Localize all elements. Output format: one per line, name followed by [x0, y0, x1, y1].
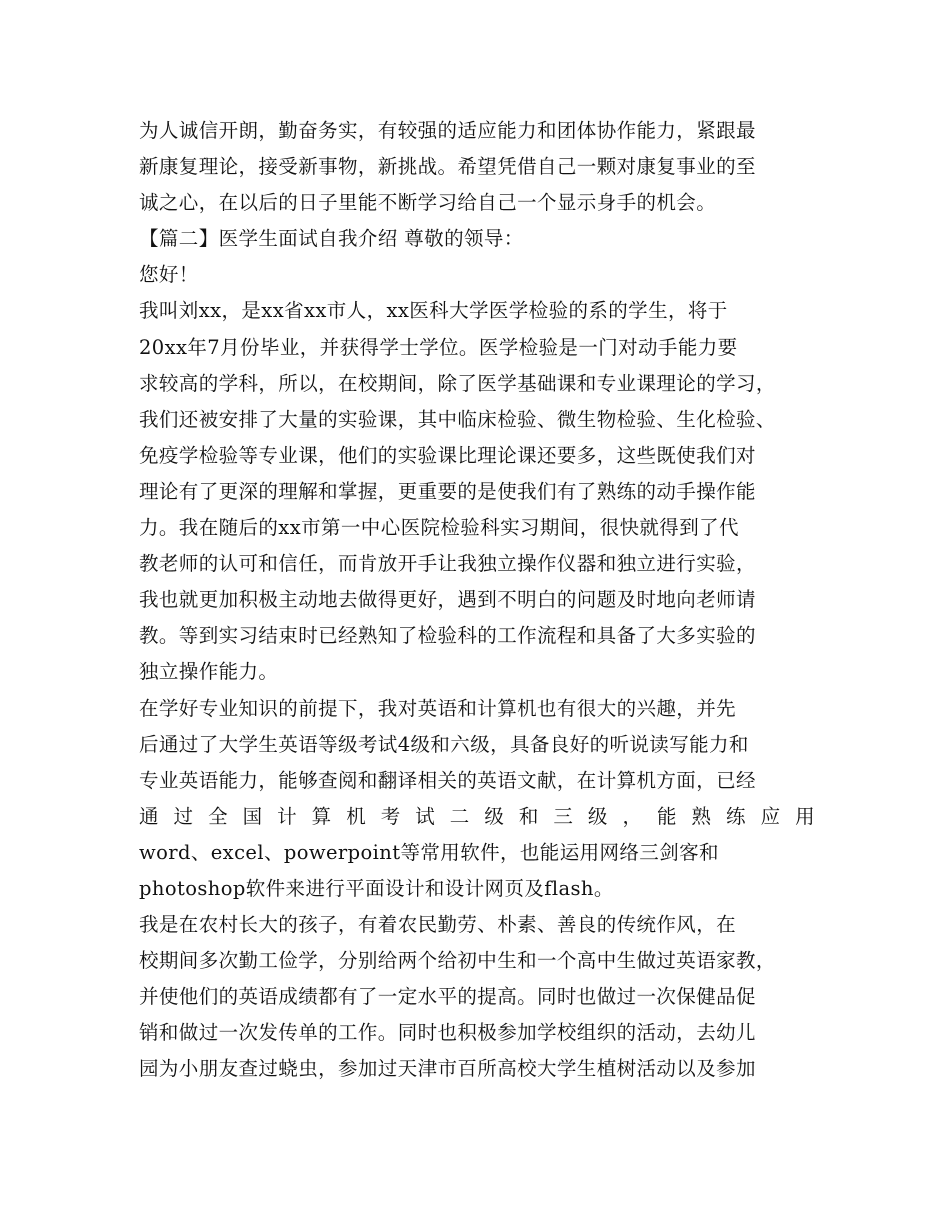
section-heading: 【篇二】医学生面试自我介绍 尊敬的领导：	[139, 227, 524, 251]
text-line: 我是在农村长大的孩子，有着农民勤劳、朴素、善良的传统作风，在	[139, 913, 737, 937]
text-line: 后通过了大学生英语等级考试4级和六级，具备良好的听说读写能力和	[139, 732, 749, 756]
text-line: 理论有了更深的理解和掌握，更重要的是使我们有了熟练的动手操作能	[139, 479, 756, 503]
text-line: 校期间多次勤工俭学，分别给两个给初中生和一个高中生做过英语家教，	[139, 949, 776, 973]
text-line: 在学好专业知识的前提下，我对英语和计算机也有很大的兴趣，并先	[139, 696, 737, 720]
salutation: 您好！	[139, 263, 199, 287]
text-line: 教。等到实习结束时已经熟知了检验科的工作流程和具备了大多实验的	[139, 624, 756, 648]
text-line: word、excel、powerpoint等常用软件，也能运用网络三剑客和	[139, 840, 719, 864]
text-line: 我叫刘xx，是xx省xx市人，xx医科大学医学检验的系的学生，将于	[139, 299, 728, 323]
text-line: 教老师的认可和信任，而肯放开手让我独立操作仪器和独立进行实验，	[139, 552, 756, 576]
text-line: 我也就更加积极主动地去做得更好，遇到不明白的问题及时地向老师请	[139, 588, 756, 612]
text-line: 独立操作能力。	[139, 660, 279, 684]
document-body	[139, 113, 815, 1088]
text-line: 20xx年7月份毕业，并获得学士学位。医学检验是一门对动手能力要	[139, 335, 738, 359]
text-line: 我们还被安排了大量的实验课，其中临床检验、微生物检验、生化检验、	[139, 407, 776, 431]
text-line: 力。我在随后的xx市第一中心医院检验科实习期间，很快就得到了代	[139, 516, 739, 540]
text-line: 专业英语能力，能够查阅和翻译相关的英语文献，在计算机方面，已经	[139, 768, 756, 792]
text-line: 诚之心，在以后的日子里能不断学习给自己一个显示身手的机会。	[139, 191, 717, 215]
text-line-spaced: 通 过 全 国 计 算 机 考 试 二 级 和 三 级 ， 能 熟 练 应 用	[139, 804, 815, 828]
text-line: photoshop软件来进行平面设计和设计网页及flash。	[139, 876, 614, 900]
text-line: 销和做过一次发传单的工作。同时也积极参加学校组织的活动，去幼儿	[139, 1021, 756, 1045]
text-line: 新康复理论，接受新事物，新挑战。希望凭借自己一颗对康复事业的至	[139, 155, 756, 179]
text-line: 并使他们的英语成绩都有了一定水平的提高。同时也做过一次保健品促	[139, 985, 756, 1009]
text-line: 为人诚信开朗，勤奋务实，有较强的适应能力和团体协作能力，紧跟最	[139, 119, 756, 142]
text-line: 园为小朋友查过蛲虫，参加过天津市百所高校大学生植树活动以及参加	[139, 1057, 756, 1081]
text-line: 免疫学检验等专业课，他们的实验课比理论课还要多，这些既使我们对	[139, 443, 756, 467]
text-line: 求较高的学科，所以，在校期间，除了医学基础课和专业课理论的学习，	[139, 371, 776, 395]
